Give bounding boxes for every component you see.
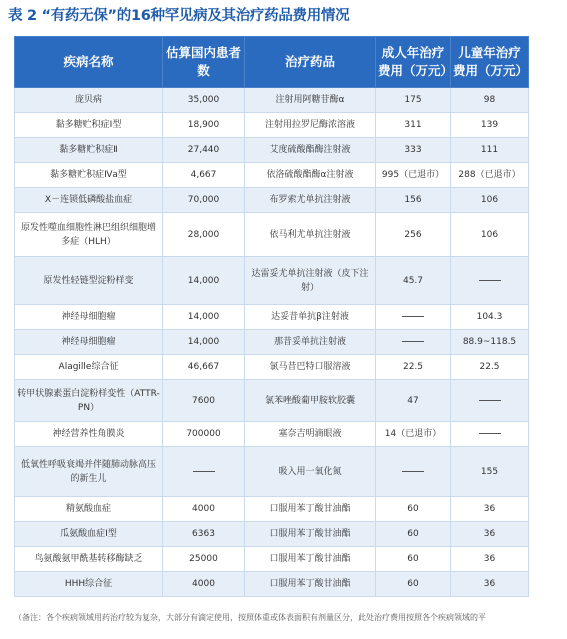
cell-adult-cost: 60 [376, 547, 451, 572]
header-row [15, 37, 529, 88]
cell-drug: 依洛硫酸酯酶α注射液 [245, 163, 376, 188]
cell-patients: 28,000 [163, 213, 245, 257]
cell-child-cost: 36 [451, 522, 529, 547]
table-row [15, 330, 529, 355]
header-disease: 疾病名称 [15, 37, 163, 88]
table-row [15, 305, 529, 330]
cell-adult-cost [376, 447, 451, 497]
table-row [15, 163, 529, 188]
cell-disease: 神经母细胞瘤 [15, 330, 163, 355]
header-drug: 治疗药品 [245, 37, 376, 88]
cell-disease: 庞贝病 [15, 88, 163, 113]
cell-child-cost: 104.3 [451, 305, 529, 330]
cell-patients [163, 447, 245, 497]
empty-dash [479, 280, 501, 281]
cell-adult-cost [376, 330, 451, 355]
cell-adult-cost [376, 305, 451, 330]
cell-disease: X－连锁低磷酸盐血症 [15, 188, 163, 213]
cell-patients: 7600 [163, 380, 245, 422]
cell-patients: 70,000 [163, 188, 245, 213]
cell-drug: 依马利尤单抗注射液 [245, 213, 376, 257]
table-row [15, 380, 529, 422]
header-child-cost: 儿童年治疗费用（万元） [451, 37, 529, 88]
cell-disease: 原发性轻链型淀粉样变 [15, 257, 163, 305]
cell-child-cost: 36 [451, 547, 529, 572]
cell-patients: 35,000 [163, 88, 245, 113]
cell-patients: 4,667 [163, 163, 245, 188]
table-row [15, 138, 529, 163]
cell-child-cost: 36 [451, 497, 529, 522]
cell-adult-cost: 333 [376, 138, 451, 163]
cell-child-cost: 98 [451, 88, 529, 113]
cell-disease: HHH综合征 [15, 572, 163, 597]
cell-adult-cost: 256 [376, 213, 451, 257]
table-row [15, 547, 529, 572]
rare-disease-cost-table [14, 36, 529, 597]
cell-child-cost: 288（已退市） [451, 163, 529, 188]
cell-adult-cost: 156 [376, 188, 451, 213]
cell-adult-cost: 60 [376, 572, 451, 597]
cell-disease: 瓜氨酸血症Ⅰ型 [15, 522, 163, 547]
cell-adult-cost: 60 [376, 497, 451, 522]
empty-dash [479, 400, 501, 401]
cell-disease: 原发性噬血细胞性淋巴组织细胞增多症（HLH） [15, 213, 163, 257]
cell-adult-cost: 60 [376, 522, 451, 547]
table-row [15, 88, 529, 113]
cell-drug: 氯苯唑酸葡甲胺软胶囊 [245, 380, 376, 422]
cell-child-cost: 106 [451, 188, 529, 213]
table-row [15, 113, 529, 138]
cell-patients: 4000 [163, 572, 245, 597]
cell-patients: 14,000 [163, 330, 245, 355]
cell-child-cost [451, 422, 529, 447]
cell-drug: 口服用苯丁酸甘油酯 [245, 572, 376, 597]
empty-dash [479, 433, 501, 434]
empty-dash [402, 471, 424, 472]
cell-disease: 低氧性呼吸衰竭并伴随肺动脉高压的新生儿 [15, 447, 163, 497]
cell-disease: 鸟氨酸氨甲酰基转移酶缺乏 [15, 547, 163, 572]
cell-drug: 布罗索尤单抗注射液 [245, 188, 376, 213]
cell-drug: 达雷妥尤单抗注射液（皮下注射） [245, 257, 376, 305]
cell-child-cost: 106 [451, 213, 529, 257]
cell-child-cost: 22.5 [451, 355, 529, 380]
cell-drug: 艾度硫酸酯酶注射液 [245, 138, 376, 163]
cell-disease: 黏多糖贮积症Ⅰ型 [15, 113, 163, 138]
table-row [15, 447, 529, 497]
cell-child-cost [451, 380, 529, 422]
table-row [15, 422, 529, 447]
cell-adult-cost: 311 [376, 113, 451, 138]
cell-disease: 转甲状腺素蛋白淀粉样变性（ATTR-PN） [15, 380, 163, 422]
cell-patients: 14,000 [163, 305, 245, 330]
cell-patients: 18,900 [163, 113, 245, 138]
cell-drug: 注射用阿糖苷酶α [245, 88, 376, 113]
cell-drug: 吸入用一氧化氮 [245, 447, 376, 497]
cell-drug: 塞奈吉明滴眼液 [245, 422, 376, 447]
header-patients: 估算国内患者数 [163, 37, 245, 88]
table-row [15, 355, 529, 380]
cell-adult-cost: 175 [376, 88, 451, 113]
cell-disease: 神经母细胞瘤 [15, 305, 163, 330]
cell-patients: 4000 [163, 497, 245, 522]
table-body [15, 88, 529, 597]
cell-drug: 那昔妥单抗注射液 [245, 330, 376, 355]
cell-drug: 口服用苯丁酸甘油酯 [245, 497, 376, 522]
empty-dash [193, 471, 215, 472]
cell-drug: 口服用苯丁酸甘油酯 [245, 547, 376, 572]
cell-child-cost: 88.9~118.5 [451, 330, 529, 355]
cell-disease: 黏多糖贮积症Ⅱ [15, 138, 163, 163]
cell-patients: 27,440 [163, 138, 245, 163]
empty-dash [402, 341, 424, 342]
cell-patients: 25000 [163, 547, 245, 572]
cell-drug: 达妥昔单抗β注射液 [245, 305, 376, 330]
cell-adult-cost: 14（已退市） [376, 422, 451, 447]
cell-patients: 46,667 [163, 355, 245, 380]
table-row [15, 213, 529, 257]
cell-drug: 口服用苯丁酸甘油酯 [245, 522, 376, 547]
table-row [15, 497, 529, 522]
cell-child-cost: 111 [451, 138, 529, 163]
cell-disease: Alagille综合征 [15, 355, 163, 380]
cell-child-cost: 139 [451, 113, 529, 138]
cell-patients: 700000 [163, 422, 245, 447]
header-adult-cost: 成人年治疗费用（万元） [376, 37, 451, 88]
cell-child-cost: 155 [451, 447, 529, 497]
table-row [15, 522, 529, 547]
table-row [15, 572, 529, 597]
cell-adult-cost: 22.5 [376, 355, 451, 380]
cell-adult-cost: 47 [376, 380, 451, 422]
cell-disease: 精氨酸血症 [15, 497, 163, 522]
empty-dash [402, 316, 424, 317]
footnote: （备注：各个疾病领域用药治疗较为复杂，大部分有滴定使用，按照体重或体表面积有剂量区分，此处治疗费用按照各个疾病领域的平 [14, 613, 486, 622]
cell-adult-cost: 45.7 [376, 257, 451, 305]
table-title: 表 2 “有药无保”的16种罕见病及其治疗药品费用情况 [8, 8, 350, 24]
table-row [15, 257, 529, 305]
cell-disease: 神经营养性角膜炎 [15, 422, 163, 447]
cell-patients: 6363 [163, 522, 245, 547]
table-row [15, 188, 529, 213]
cell-drug: 氯马昔巴特口服溶液 [245, 355, 376, 380]
cell-patients: 14,000 [163, 257, 245, 305]
cell-drug: 注射用拉罗尼酶浓溶液 [245, 113, 376, 138]
cell-child-cost [451, 257, 529, 305]
cell-adult-cost: 995（已退市） [376, 163, 451, 188]
cell-disease: 黏多糖贮积症Ⅳa型 [15, 163, 163, 188]
cell-child-cost: 36 [451, 572, 529, 597]
